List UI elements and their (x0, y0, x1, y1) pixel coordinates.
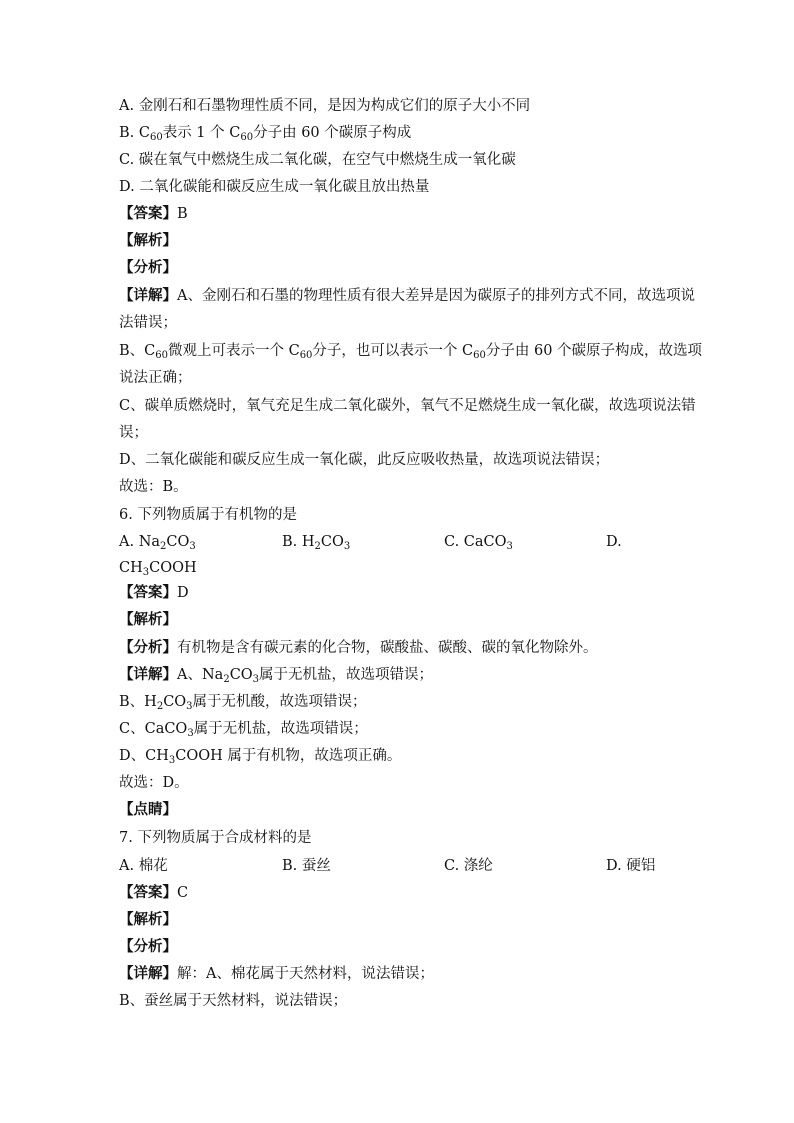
q5-detail-b: B、$C_{60}$微观上可表示一个 $C_{60}$分子，也可以表示一个 $C_{60}$分子由 60 个碳原子构成，故选项 (119, 343, 703, 361)
subscript: 60 (149, 132, 163, 143)
subscript: 60 (155, 350, 168, 361)
q5-option-a: A. 金刚石和石墨物理性质不同，是因为构成它们的原子大小不同 (119, 98, 531, 114)
q6-dianjing-tag: 【点睛】 (119, 801, 177, 818)
detail-tag: 【详解】 (119, 287, 177, 304)
q6-conclusion: 故选：D。 (119, 775, 189, 791)
detail-tag: 【详解】 (119, 666, 177, 683)
q5-detail-b-cont: 说法正确； (119, 370, 192, 386)
q5-analysis-tag: 【解析】 (119, 232, 177, 249)
q6-fenxi: 【分析】有机物是含有碳元素的化合物，碳酸盐、碳酸、碳的氧化物除外。 (119, 639, 598, 656)
q6-option-b: B. $H_2CO_3$ (282, 534, 351, 552)
q6-detail-a: 【详解】A、$Na_2CO_3$属于无机盐，故选项错误； (119, 666, 434, 685)
q6-option-a: A. $Na_2CO_3$ (119, 534, 196, 552)
q5-detail-c-cont: 误； (119, 425, 148, 441)
q7-analysis-tag: 【解析】 (119, 911, 177, 928)
q7-option-d: D. 硬铝 (606, 858, 656, 874)
answer-tag: 【答案】 (119, 884, 177, 901)
answer-tag: 【答案】 (119, 205, 177, 222)
q6-option-d: D. (606, 534, 622, 550)
q6-detail-b: B、$H_2CO_3$属于无机酸，故选项错误； (119, 694, 367, 712)
q6-option-c: C. CaCO$_3$ (444, 534, 513, 552)
q6-option-d-cont: $CH_3COOH$ (119, 560, 197, 578)
detail-tag: 【详解】 (119, 965, 177, 982)
q7-option-b: B. 蚕丝 (282, 858, 331, 874)
subscript: 60 (473, 350, 486, 361)
fenxi-tag: 【分析】 (119, 639, 177, 656)
q7-option-a: A. 棉花 (119, 858, 168, 874)
q7-question: 7. 下列物质属于合成材料的是 (119, 830, 312, 846)
q5-option-b: B. $C_{60}$表示 1 个 $C_{60}$分子由 60 个碳原子构成 (119, 125, 412, 143)
q5-detail-d: D、二氧化碳能和碳反应生成一氧化碳，此反应吸收热量，故选项说法错误； (119, 452, 610, 468)
q6-analysis-tag: 【解析】 (119, 611, 177, 628)
q6-question: 6. 下列物质属于有机物的是 (119, 507, 297, 523)
q5-fenxi-tag: 【分析】 (119, 259, 177, 276)
q5-conclusion: 故选：B。 (119, 479, 188, 495)
q5-option-d: D. 二氧化碳能和碳反应生成一氧化碳且放出热量 (119, 179, 430, 195)
q5-detail-a: 【详解】A、金刚石和石墨的物理性质有很大差异是因为碳原子的排列方式不同，故选项说 (119, 287, 695, 304)
q5-detail-c: C、碳单质燃烧时，氧气充足生成二氧化碳外，氧气不足燃烧生成一氧化碳，故选项说法错 (119, 398, 696, 414)
q5-detail-a-cont: 法错误； (119, 315, 177, 331)
q6-detail-d: D、$CH_3COOH$ 属于有机物，故选项正确。 (119, 748, 402, 766)
q6-answer: 【答案】D (119, 584, 189, 601)
subscript: 60 (299, 350, 313, 361)
q7-option-c: C. 涤纶 (444, 858, 493, 874)
subscript: 60 (240, 132, 254, 143)
q7-detail-a: 【详解】解：A、棉花属于天然材料，说法错误； (119, 965, 434, 982)
q7-detail-b: B、蚕丝属于天然材料，说法错误； (119, 993, 348, 1009)
q5-option-c: C. 碳在氧气中燃烧生成二氧化碳，在空气中燃烧生成一氧化碳 (119, 152, 516, 168)
q6-detail-c: C、CaCO$_3$属于无机盐，故选项错误； (119, 721, 368, 739)
q7-answer: 【答案】C (119, 884, 189, 901)
q5-answer: 【答案】B (119, 205, 188, 222)
answer-tag: 【答案】 (119, 584, 177, 601)
q7-fenxi-tag: 【分析】 (119, 938, 177, 955)
